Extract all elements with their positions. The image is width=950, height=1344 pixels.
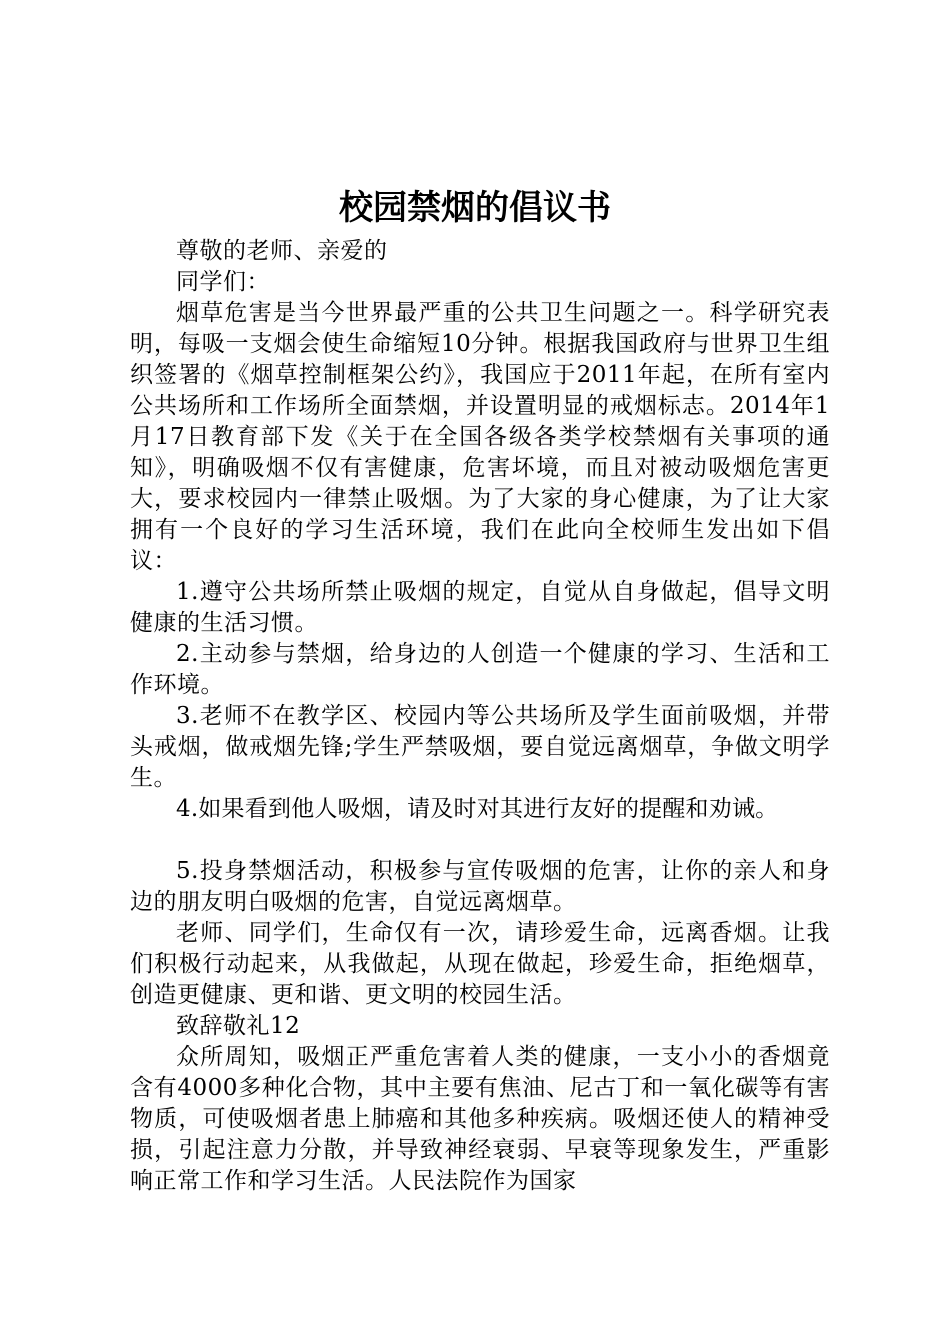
salutation-line-2: 同学们： [176, 269, 270, 295]
proposal-item-5: 5.投身禁烟活动，积极参与宣传吸烟的危害，让你的亲人和身边的朋友明白吸烟的危害，自觉远离烟草。 [130, 858, 830, 915]
closing-paragraph: 老师、同学们，生命仅有一次，请珍爱生命，远离香烟。让我们积极行动起来，从我做起，从现在做起，珍爱生命，拒绝烟草，创造更健康、更和谐、更文明的校园生活。 [130, 920, 830, 1008]
proposal-item-4: 4.如果看到他人吸烟，请及时对其进行友好的提醒和劝诫。 [176, 796, 779, 822]
document-title: 校园禁烟的倡议书 [339, 188, 611, 228]
proposal-item-3: 3.老师不在教学区、校园内等公共场所及学生面前吸烟，并带头戒烟，做戒烟先锋;学生严禁吸烟，要自觉远离烟草，争做文明学生。 [130, 703, 830, 791]
blank-line [130, 825, 830, 856]
proposal-item-1: 1.遵守公共场所禁止吸烟的规定，自觉从自身做起，倡导文明健康的生活习惯。 [130, 579, 830, 636]
proposal-item-2: 2.主动参与禁烟，给身边的人创造一个健康的学习、生活和工作环境。 [130, 641, 830, 698]
sign-off: 致辞敬礼12 [176, 1013, 301, 1039]
second-article-paragraph: 众所周知，吸烟正严重危害着人类的健康，一支小小的香烟竟含有4000多种化合物，其中主要有焦油、尼古丁和一氧化碳等有害物质，可使吸烟者患上肺癌和其他多种疾病。吸烟还使人的精神受损，引起注意力分散，并导致神经衰弱、早衰等现象发生，严重影响正常工作和学习生活。人民法院作为国家 [130, 1044, 830, 1194]
salutation-line-1: 尊敬的老师、亲爱的 [176, 238, 388, 264]
document-body [130, 236, 830, 1197]
intro-paragraph: 烟草危害是当今世界最严重的公共卫生问题之一。科学研究表明，每吸一支烟会使生命缩短10分钟。根据我国政府与世界卫生组织签署的《烟草控制框架公约》，我国应于2011年起，在所有室内公共场所和工作场所全面禁烟，并设置明显的戒烟标志。2014年1月17日教育部下发《关于在全国各级各类学校禁烟有关事项的通知》，明确吸烟不仅有害健康，危害坏境，而且对被动吸烟危害更大，要求校园内一律禁止吸烟。为了大家的身心健康，为了让大家拥有一个良好的学习生活环境，我们在此向全校师生发出如下倡议： [130, 300, 830, 574]
